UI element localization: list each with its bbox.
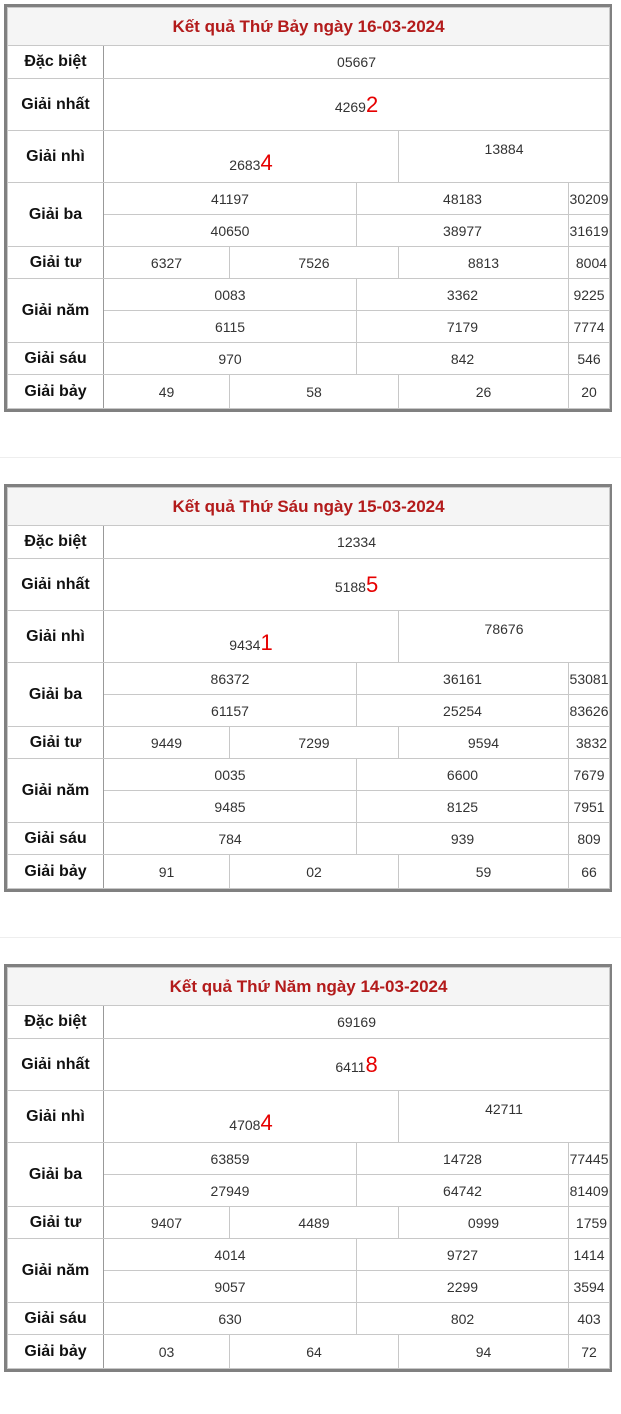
seventh-prize-cell: 26: [399, 375, 569, 409]
label-seventh: Giải bảy: [8, 375, 104, 409]
sixth-prize-cell: 403: [569, 1303, 610, 1335]
second-prize-1-last-digit: 4: [260, 150, 273, 175]
fifth-prize-cell: 0035: [104, 759, 357, 791]
sixth-prize-cell: 630: [104, 1303, 357, 1335]
third-prize-cell: 36161: [357, 663, 569, 695]
second-prize-1-last-digit: 1: [260, 630, 273, 655]
fifth-prize-cell: 7679: [569, 759, 610, 791]
seventh-prize-cell: 02: [230, 855, 399, 889]
label-fourth: Giải tư: [8, 247, 104, 279]
fifth-prize-cell: 0083: [104, 279, 357, 311]
first-prize-last-digit: 5: [365, 571, 379, 597]
seventh-prize-cell: 58: [230, 375, 399, 409]
third-prize-cell: 38977: [357, 215, 569, 247]
seventh-prize-cell: 03: [104, 1335, 230, 1369]
second-prize-1-last-digit: 4: [260, 1110, 273, 1135]
first-prize-last-digit: 2: [365, 91, 379, 117]
fifth-prize-cell: 9727: [357, 1239, 569, 1271]
result-table: [4, 484, 612, 892]
first-prize-prefix: 5188: [334, 578, 366, 595]
third-prize-cell: 40650: [104, 215, 357, 247]
fourth-prize-cell: 3832: [569, 727, 610, 759]
seventh-prize-cell: 59: [399, 855, 569, 889]
first-prize: [104, 1039, 610, 1091]
second-prize-2: 13884: [399, 131, 610, 183]
fifth-prize-cell: 9057: [104, 1271, 357, 1303]
second-prize-1: [104, 131, 399, 183]
fifth-prize-cell: 4014: [104, 1239, 357, 1271]
result-table: [4, 964, 612, 1372]
label-third: Giải ba: [8, 183, 104, 247]
fourth-prize-cell: 7526: [230, 247, 399, 279]
seventh-prize-cell: 91: [104, 855, 230, 889]
fifth-prize-cell: 7774: [569, 311, 610, 343]
label-fourth: Giải tư: [8, 727, 104, 759]
seventh-prize-cell: 72: [569, 1335, 610, 1369]
label-third: Giải ba: [8, 663, 104, 727]
label-second: Giải nhì: [8, 1091, 104, 1143]
sixth-prize-cell: 809: [569, 823, 610, 855]
special-prize: 69169: [104, 1006, 610, 1039]
label-third: Giải ba: [8, 1143, 104, 1207]
sixth-prize-cell: 970: [104, 343, 357, 375]
result-table: [4, 4, 612, 412]
third-prize-cell: 61157: [104, 695, 357, 727]
fifth-prize-cell: 9225: [569, 279, 610, 311]
label-fifth: Giải năm: [8, 279, 104, 343]
label-second: Giải nhì: [8, 611, 104, 663]
result-title: Kết quả Thứ Bảy ngày 16-03-2024: [8, 8, 610, 46]
third-prize-cell: 31619: [569, 215, 610, 247]
fourth-prize-cell: 9594: [399, 727, 569, 759]
label-second: Giải nhì: [8, 131, 104, 183]
second-prize-1-prefix: 2683: [229, 157, 261, 173]
fourth-prize-cell: 1759: [569, 1207, 610, 1239]
fifth-prize-cell: 7951: [569, 791, 610, 823]
result-title: Kết quả Thứ Sáu ngày 15-03-2024: [8, 488, 610, 526]
label-first: Giải nhất: [8, 79, 104, 131]
seventh-prize-cell: 66: [569, 855, 610, 889]
second-prize-2: 42711: [399, 1091, 610, 1143]
sixth-prize-cell: 842: [357, 343, 569, 375]
third-prize-cell: 30209: [569, 183, 610, 215]
fifth-prize-cell: 7179: [357, 311, 569, 343]
third-prize-cell: 14728: [357, 1143, 569, 1175]
fifth-prize-cell: 8125: [357, 791, 569, 823]
sixth-prize-cell: 546: [569, 343, 610, 375]
third-prize-cell: 53081: [569, 663, 610, 695]
seventh-prize-cell: 49: [104, 375, 230, 409]
result-title: Kết quả Thứ Năm ngày 14-03-2024: [8, 968, 610, 1006]
third-prize-cell: 41197: [104, 183, 357, 215]
label-seventh: Giải bảy: [8, 855, 104, 889]
fifth-prize-cell: 6115: [104, 311, 357, 343]
fifth-prize-cell: 9485: [104, 791, 357, 823]
second-prize-1-prefix: 4708: [229, 1117, 261, 1133]
fifth-prize-cell: 3362: [357, 279, 569, 311]
sixth-prize-cell: 939: [357, 823, 569, 855]
first-prize-last-digit: 8: [365, 1051, 378, 1077]
label-fifth: Giải năm: [8, 1239, 104, 1303]
seventh-prize-cell: 20: [569, 375, 610, 409]
seventh-prize-cell: 94: [399, 1335, 569, 1369]
third-prize-cell: 77445: [569, 1143, 610, 1175]
label-fifth: Giải năm: [8, 759, 104, 823]
fourth-prize-cell: 8813: [399, 247, 569, 279]
fifth-prize-cell: 2299: [357, 1271, 569, 1303]
second-prize-2: 78676: [399, 611, 610, 663]
fifth-prize-cell: 1414: [569, 1239, 610, 1271]
third-prize-cell: 64742: [357, 1175, 569, 1207]
label-sixth: Giải sáu: [8, 343, 104, 375]
sixth-prize-cell: 784: [104, 823, 357, 855]
sixth-prize-cell: 802: [357, 1303, 569, 1335]
fourth-prize-cell: 0999: [399, 1207, 569, 1239]
fifth-prize-cell: 3594: [569, 1271, 610, 1303]
fifth-prize-cell: 6600: [357, 759, 569, 791]
label-seventh: Giải bảy: [8, 1335, 104, 1369]
fourth-prize-cell: 7299: [230, 727, 399, 759]
second-prize-1: [104, 1091, 399, 1143]
first-prize: [104, 79, 610, 131]
fourth-prize-cell: 9449: [104, 727, 230, 759]
label-special: Đặc biệt: [8, 46, 104, 79]
label-first: Giải nhất: [8, 1039, 104, 1091]
label-sixth: Giải sáu: [8, 823, 104, 855]
third-prize-cell: 27949: [104, 1175, 357, 1207]
second-prize-1-prefix: 9434: [229, 637, 261, 653]
third-prize-cell: 25254: [357, 695, 569, 727]
first-prize-prefix: 4269: [334, 98, 366, 115]
first-prize: [104, 559, 610, 611]
label-special: Đặc biệt: [8, 526, 104, 559]
divider: [0, 937, 621, 938]
label-fourth: Giải tư: [8, 1207, 104, 1239]
third-prize-cell: 81409: [569, 1175, 610, 1207]
label-first: Giải nhất: [8, 559, 104, 611]
third-prize-cell: 86372: [104, 663, 357, 695]
fourth-prize-cell: 8004: [569, 247, 610, 279]
second-prize-1: [104, 611, 399, 663]
first-prize-prefix: 6411: [335, 1058, 366, 1075]
seventh-prize-cell: 64: [230, 1335, 399, 1369]
fourth-prize-cell: 4489: [230, 1207, 399, 1239]
fourth-prize-cell: 9407: [104, 1207, 230, 1239]
third-prize-cell: 83626: [569, 695, 610, 727]
special-prize: 05667: [104, 46, 610, 79]
third-prize-cell: 48183: [357, 183, 569, 215]
third-prize-cell: 63859: [104, 1143, 357, 1175]
divider: [0, 457, 621, 458]
fourth-prize-cell: 6327: [104, 247, 230, 279]
label-sixth: Giải sáu: [8, 1303, 104, 1335]
special-prize: 12334: [104, 526, 610, 559]
label-special: Đặc biệt: [8, 1006, 104, 1039]
